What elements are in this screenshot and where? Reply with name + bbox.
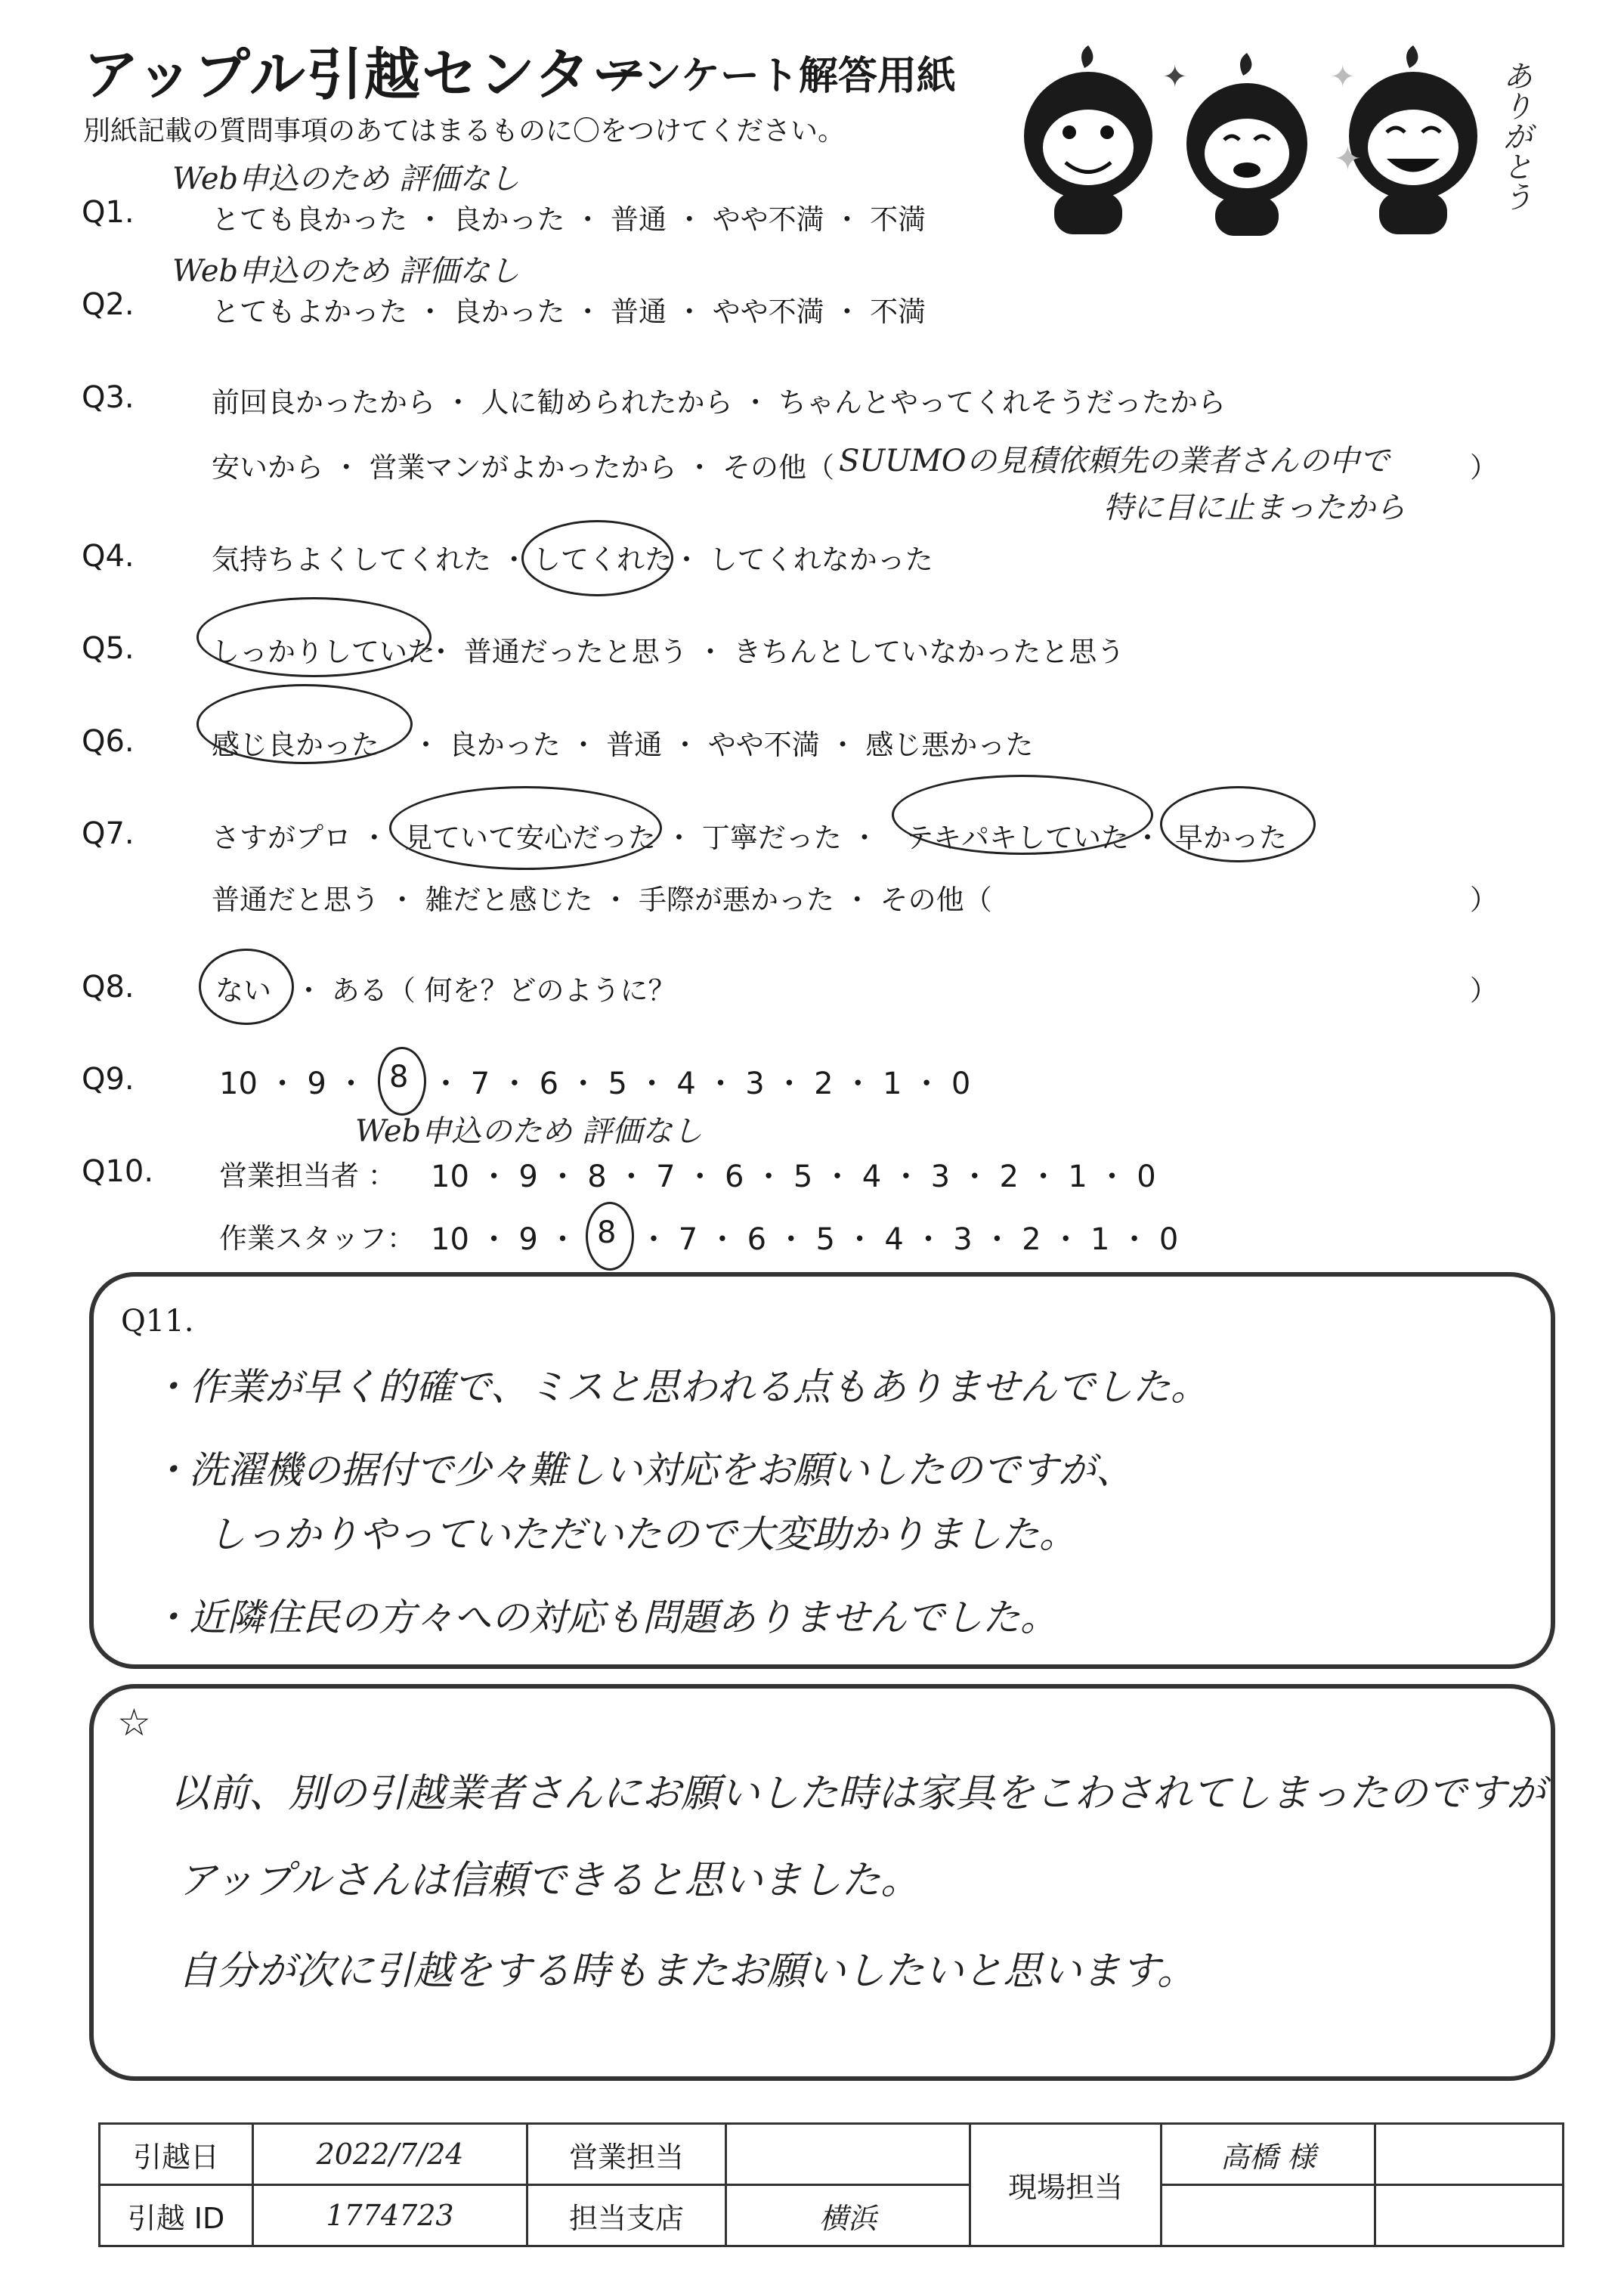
move-date-value[interactable]: 2022/7/24: [253, 2124, 527, 2185]
mascot-right-icon: [1330, 45, 1477, 234]
instruction-text: 別紙記載の質問事項のあてはまるものに〇をつけてください。: [83, 116, 846, 147]
q10-sales-label: 営業担当者 ：: [219, 1159, 396, 1192]
q10-sales-scale[interactable]: 10 ・ 9 ・ 8 ・ 7 ・ 6 ・ 5 ・ 4 ・ 3 ・ 2 ・ 1 ・ 0: [431, 1159, 1156, 1194]
footer-info-table: [98, 2122, 1564, 2247]
q8-close-paren: ）: [1470, 974, 1498, 1007]
survey-form-subtitle: アンケート解答用紙: [605, 54, 956, 99]
q6-options-rest[interactable]: ・ 良かった ・ 普通 ・ やや不満 ・ 感じ悪かった: [412, 729, 1034, 761]
q1-options[interactable]: とても良かった ・ 良かった ・ 普通 ・ やや不満 ・ 不満: [212, 203, 926, 236]
free-comment-line1: 以前、別の引越業者さんにお願いした時は家具をこわされてしまったのですが: [170, 1771, 1546, 1816]
svg-text:✦: ✦: [1334, 140, 1362, 178]
free-comment-line2: アップルさんは信頼できると思いました。: [178, 1858, 920, 1903]
q7-option-pro[interactable]: さすがプロ ・: [212, 822, 388, 854]
q4-selection-circle: [521, 520, 673, 596]
q7-efficient-circle: [892, 775, 1153, 855]
q9-scale-before[interactable]: 10 ・ 9 ・: [219, 1067, 367, 1101]
q6-number: Q6.: [82, 724, 135, 759]
site-rep-value-3[interactable]: [1162, 2185, 1375, 2246]
move-id-label: 引越 ID: [100, 2185, 253, 2246]
svg-text:✦: ✦: [1330, 60, 1356, 94]
q8-option-some[interactable]: ・ ある（ 何を？どのように？: [295, 974, 676, 1007]
q3-options-line2[interactable]: 安いから ・ 営業マンがよかったから ・ その他（: [212, 451, 835, 484]
q7-option-reassured-selected[interactable]: 見ていて安心だった: [404, 822, 656, 854]
mascot-middle-icon: [1162, 53, 1307, 236]
q1-number: Q1.: [82, 195, 135, 230]
q11-number: Q11.: [121, 1304, 194, 1339]
q2-number: Q2.: [82, 287, 135, 322]
branch-label: 担当支店: [527, 2185, 726, 2246]
site-rep-label: 現場担当: [970, 2124, 1162, 2246]
q10-staff-scale-before[interactable]: 10 ・ 9 ・: [431, 1222, 578, 1257]
star-icon: ☆: [117, 1701, 151, 1744]
q8-option-none-selected[interactable]: ない: [215, 974, 271, 1007]
q5-selection-circle: [196, 597, 432, 677]
q7-reassured-circle: [389, 786, 662, 870]
q4-option-1[interactable]: 気持ちよくしてくれた ・: [212, 543, 528, 576]
q9-number: Q9.: [82, 1062, 135, 1097]
q7-separator: ・: [1134, 822, 1162, 854]
q3-number: Q3.: [82, 380, 135, 415]
site-rep-value-1[interactable]: 高橋 様: [1162, 2124, 1375, 2185]
free-comment-line3: 自分が次に引越をする時もまたお願いしたいと思います。: [178, 1949, 1196, 1994]
q11-comment-line2: ・洗濯機の据付で少々難しい対応をお願いしたのですが、: [151, 1448, 1134, 1492]
q6-selection-circle: [196, 684, 413, 764]
q11-comment-line4: ・近隣住民の方々への対応も問題ありませんでした。: [151, 1596, 1058, 1639]
sales-rep-label: 営業担当: [527, 2124, 726, 2185]
q7-options-line2[interactable]: 普通だと思う ・ 雑だと感じた ・ 手際が悪かった ・ その他（: [212, 884, 992, 916]
q10-staff-label: 作業スタッフ：: [219, 1222, 415, 1255]
q7-close-paren: ）: [1470, 884, 1498, 916]
branch-value[interactable]: 横浜: [726, 2185, 970, 2246]
q7-option-efficient-selected[interactable]: テキパキしていた: [905, 822, 1129, 854]
q10-handwritten-note: Web申込のため 評価なし: [355, 1114, 703, 1149]
q3-other-answer-line2: 特に目に止まったから: [1103, 491, 1406, 525]
q5-options-rest[interactable]: ・ 普通だったと思う ・ きちんとしていなかったと思う: [427, 636, 1125, 668]
q7-fast-circle: [1160, 786, 1316, 862]
sales-rep-value[interactable]: [726, 2124, 970, 2185]
q5-option-1-selected[interactable]: しっかりしていた: [212, 636, 435, 668]
q11-comment-line1: ・作業が早く的確で、ミスと思われる点もありませんでした。: [151, 1365, 1208, 1409]
q5-number: Q5.: [82, 631, 135, 666]
q1-handwritten-note: Web申込のため 評価なし: [172, 162, 520, 197]
q9-selection-circle: [378, 1047, 426, 1116]
thanks-text: ありがとう: [1498, 60, 1533, 212]
mascot-left-icon: [1024, 45, 1152, 234]
q10-staff-scale-after[interactable]: ・ 7 ・ 6 ・ 5 ・ 4 ・ 3 ・ 2 ・ 1 ・ 0: [639, 1222, 1179, 1257]
q8-selection-circle: [199, 949, 294, 1025]
survey-company-title: アップル引越センター: [83, 42, 649, 107]
q7-option-fast-selected[interactable]: 早かった: [1175, 822, 1287, 854]
move-date-label: 引越日: [100, 2124, 253, 2185]
q3-close-paren: ）: [1470, 451, 1498, 484]
q2-options[interactable]: とてもよかった ・ 良かった ・ 普通 ・ やや不満 ・ 不満: [212, 296, 926, 328]
svg-text:✦: ✦: [1162, 60, 1188, 94]
q8-number: Q8.: [82, 970, 135, 1005]
q10-number: Q10.: [82, 1154, 154, 1189]
q4-number: Q4.: [82, 539, 135, 574]
q9-selected-score[interactable]: 8: [389, 1060, 409, 1094]
q10-staff-selected-score[interactable]: 8: [597, 1215, 617, 1250]
q10-staff-selection-circle: [586, 1202, 634, 1271]
q9-scale-after[interactable]: ・ 7 ・ 6 ・ 5 ・ 4 ・ 3 ・ 2 ・ 1 ・ 0: [431, 1067, 971, 1101]
site-rep-value-2[interactable]: [1375, 2124, 1564, 2185]
q3-options-line1[interactable]: 前回良かったから ・ 人に勧められたから ・ ちゃんとやってくれそうだったから: [212, 386, 1227, 419]
q4-option-2-selected[interactable]: してくれた: [533, 543, 673, 576]
site-rep-value-4[interactable]: [1375, 2185, 1564, 2246]
q6-option-1-selected[interactable]: 感じ良かった: [212, 729, 379, 761]
q11-comment-line3: しっかりやっていただいたので大変助かりました。: [208, 1512, 1077, 1556]
q7-number: Q7.: [82, 816, 135, 851]
q7-option-polite[interactable]: ・ 丁寧だった ・: [665, 822, 879, 854]
move-id-value[interactable]: 1774723: [253, 2185, 527, 2246]
mascot-illustration: [1005, 34, 1557, 238]
q2-handwritten-note: Web申込のため 評価なし: [172, 254, 520, 289]
q4-option-3[interactable]: ・ してくれなかった: [673, 543, 933, 576]
q3-other-answer-line1: SUUMOの見積依頼先の業者さんの中で: [839, 444, 1390, 478]
